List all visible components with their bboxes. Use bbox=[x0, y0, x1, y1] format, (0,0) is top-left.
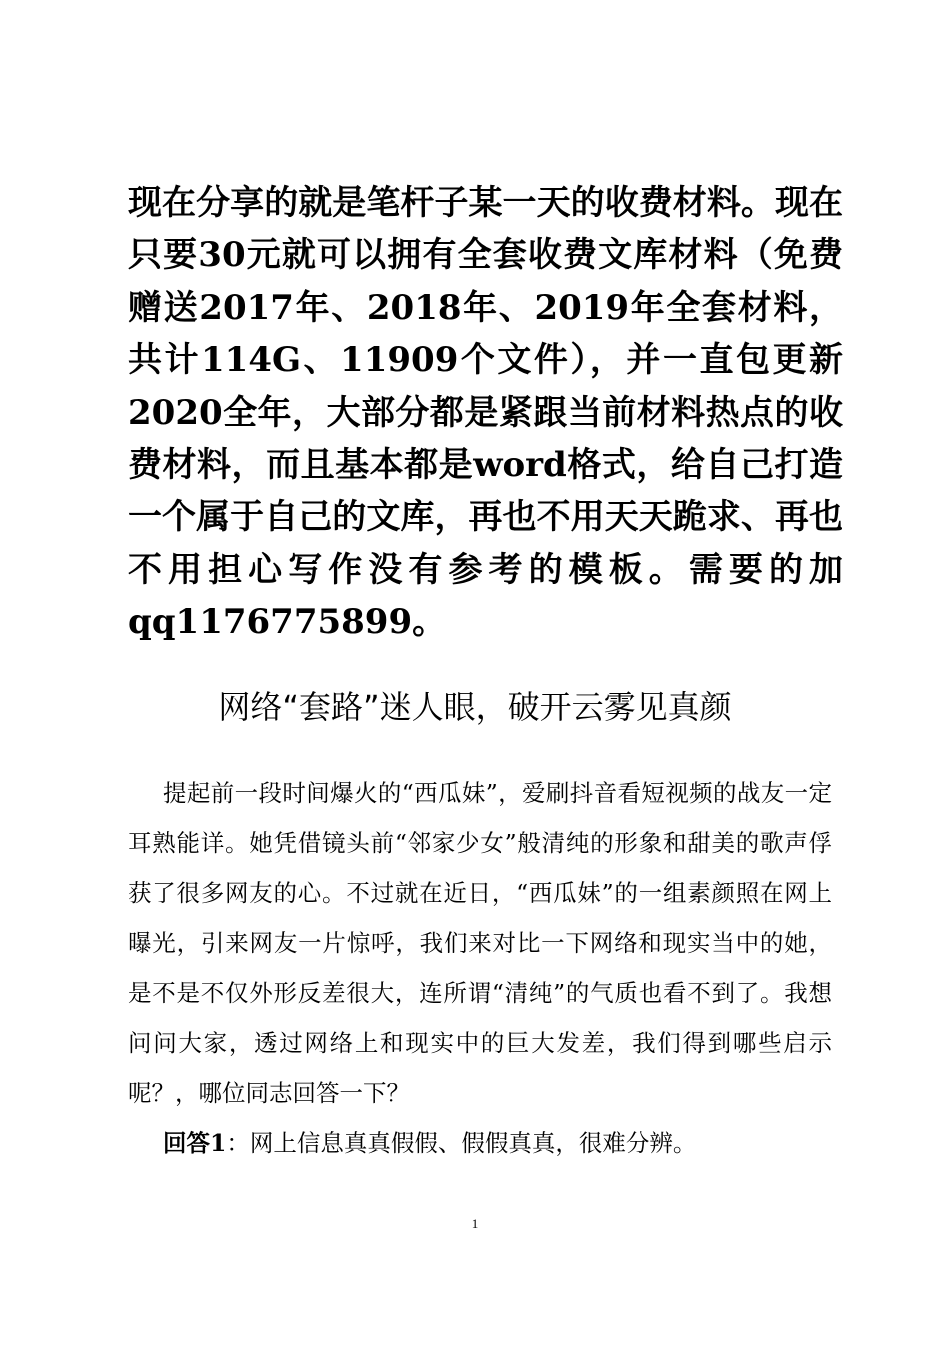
answer-line bbox=[163, 1121, 843, 1165]
article-paragraph: 提起前一段时间爆火的“西瓜妹”，爱刷抖音看短视频的战友一定耳熟能详。她凭借镜头前“邻家少女”般清纯的形象和甜美的歌声俘获了很多网友的心。不过就在近日，“西瓜妹”的一组素颜照在网上曝光，引来网友一片惊呼，我们来对比一下网络和现实当中的她，是不是不仅外形反差很大，连所谓“清纯”的气质也看不到了。我想问问大家，透过网络上和现实中的巨大发差，我们得到哪些启示呢？，哪位同志回答一下？ bbox=[128, 779, 832, 1107]
answer-label: 回答1 bbox=[163, 1129, 227, 1157]
page-number: 1 bbox=[471, 1216, 479, 1231]
promo-paragraph: 现在分享的就是笔杆子某一天的收费材料。现在只要30元就可以拥有全套收费文库材料（免费赠送2017年、2018年、2019年全套材料，共计114G、11909个文件），并一直包更新2020全年，大部分都是紧跟当前材料热点的收费材料，而且基本都是word格式，给自己打造一个属于自己的文库，再也不用天天跪求、再也不用担心写作没有参考的模板。需要的加qq1176775899。 bbox=[128, 183, 843, 643]
answer-separator: ： bbox=[226, 1129, 250, 1157]
answer-text: 网上信息真真假假、假假真真，很难分辨。 bbox=[249, 1129, 697, 1157]
article-title: 网络“套路”迷人眼，破开云雾见真颜 bbox=[218, 688, 732, 726]
